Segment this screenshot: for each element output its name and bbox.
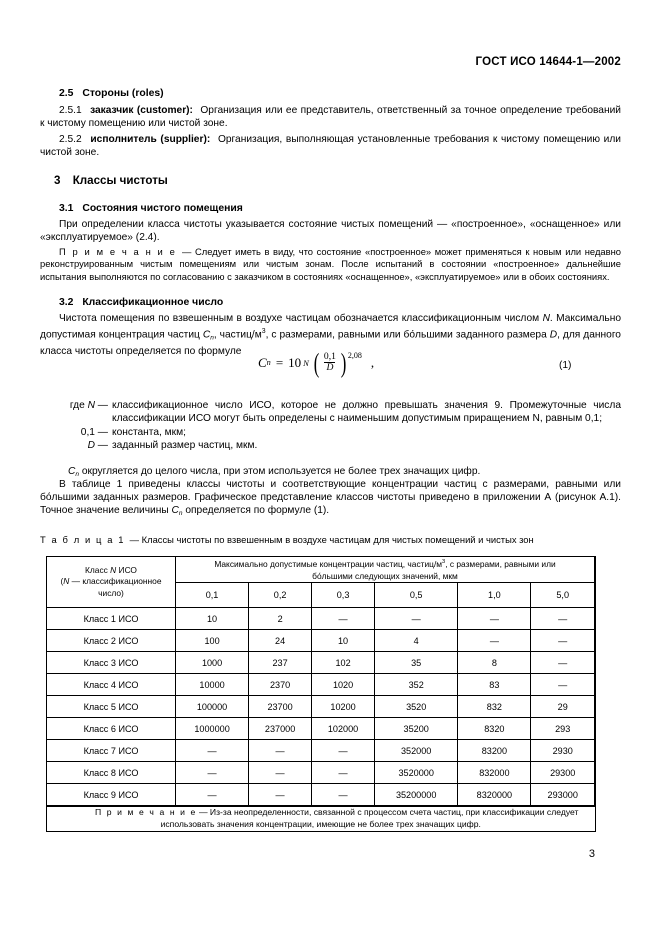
cn-var: C [68, 466, 76, 477]
formula-fraction [321, 352, 339, 374]
header-size-0-5: 0,5 [375, 583, 458, 608]
cell-value: — [312, 740, 375, 762]
definition-dash-D: — [94, 440, 108, 452]
document-header-title: ГОСТ ИСО 14644-1—2002 [475, 56, 621, 68]
cell-value: 35200000 [375, 784, 458, 807]
definition-term-const [40, 426, 112, 439]
cell-value: 8320 [458, 718, 531, 740]
section-3-1-title: Состояния чистого помещения [82, 203, 243, 214]
table-caption-text: — Классы чистоты по взвешенным в воздухе частицам для чистых помещений и чистых зон [129, 534, 534, 545]
section-3-1-number: 3.1 [59, 203, 74, 214]
definition-term-D [40, 439, 112, 452]
cell-value: 24 [249, 630, 312, 652]
table-note-text: — Из-за неопределенности, связанной с процессом счета частиц, при классификации следует использовать значения концентрации, имеющие не более трех значащих цифр. [160, 807, 579, 830]
s32-cubic-meter-exponent: 3 [261, 328, 266, 336]
cell-value: 10 [176, 608, 249, 630]
note-label: П р и м е ч а н и е [59, 246, 177, 257]
section-3-title: Классы чистоты [72, 174, 168, 187]
cell-value: — [176, 784, 249, 807]
cell-value: — [176, 762, 249, 784]
cell-value: 3520 [375, 696, 458, 718]
clause-2-5-1-body: Организация или ее представитель, ответственный за точное определение требований к чистому помещению или чистой зоне. [40, 105, 621, 130]
cell-value: 29300 [531, 762, 595, 784]
row-class-label: Класс 7 ИСО [47, 740, 176, 762]
formula-expression [258, 347, 375, 378]
cell-value: 8320000 [458, 784, 531, 807]
cell-value: 2930 [531, 740, 595, 762]
section-3-number: 3 [54, 174, 61, 187]
s32-var-N: N [542, 313, 550, 324]
table-row [47, 762, 596, 784]
header-size-0-1: 0,1 [176, 583, 249, 608]
page-number: 3 [588, 848, 595, 860]
s32-text-part-4: , с размерами, равными или бо́льшими заданного размера [265, 329, 550, 341]
row-class-label: Класс 6 ИСО [47, 718, 176, 740]
right-paren-icon: ) [340, 347, 347, 378]
header-class-symbol-N: N [110, 564, 117, 575]
clause-2-5-2-number: 2.5.2 [59, 134, 82, 145]
row-class-label: Класс 1 ИСО [47, 608, 176, 630]
cell-value: 4 [375, 630, 458, 652]
cell-value: 1000 [176, 652, 249, 674]
table-row [47, 718, 596, 740]
formula-trailing-comma: , [370, 354, 375, 370]
header-size-0-2: 0,2 [249, 583, 312, 608]
table-note-cell [47, 806, 596, 831]
table-ref-cn-sub: n [178, 510, 183, 518]
s32-text-part-3: , частиц/м [213, 329, 262, 341]
cell-value: 237000 [249, 718, 312, 740]
table-row [47, 674, 596, 696]
cell-value: — [312, 762, 375, 784]
header-concentration-column [176, 557, 596, 583]
cell-value: 100000 [176, 696, 249, 718]
definition-row-N [40, 399, 621, 425]
header-conc-line1: Максимально допустимые концентрации частиц, частиц/м [214, 558, 443, 569]
cell-value: 1020 [312, 674, 375, 696]
section-3-2-title: Классификационное число [82, 297, 224, 308]
table-ref-part-2: определяется по формуле (1). [182, 505, 330, 517]
cell-value: 3520000 [375, 762, 458, 784]
formula-exponent-N: N [303, 357, 309, 368]
table-row [47, 784, 596, 807]
table-note-paragraph [47, 807, 595, 831]
cell-value: 2370 [249, 674, 312, 696]
cell-value: 35 [375, 652, 458, 674]
section-3-1-heading [40, 203, 621, 214]
cell-value: 237 [249, 652, 312, 674]
header-class-desc-2: число) [98, 587, 124, 598]
header-class-column [47, 557, 176, 608]
cell-value: — [531, 630, 595, 652]
formula-fraction-numerator: 0,1 [323, 351, 336, 362]
cell-value: 1000000 [176, 718, 249, 740]
formula-block [40, 347, 621, 388]
cell-value: — [249, 740, 312, 762]
definition-row-const [40, 426, 621, 439]
section-3-heading [40, 174, 621, 187]
definition-desc-const: константа, мкм; [112, 427, 186, 439]
clause-2-5-2-term: исполнитель (supplier): [90, 134, 211, 145]
table-row [47, 608, 596, 630]
note-body: — Следует иметь в виду, что состояние «построенное» может применяться к новым или недавно реконструированным чистым помещениям или чистым зонам. После испытаний в состоянии «построенное» дальнейшие испытания выполняются по согласованию с заказчиком в состояниях «оснащенное», «эксплуатируемое» или в обоих состояниях. [40, 246, 621, 282]
cell-value: 83200 [458, 740, 531, 762]
section-3-1-body: При определении класса чистоты указывается состояние чистых помещений — «построенное», «оснащенное» или «эксплуатируемое» (2.4). [40, 219, 621, 244]
cell-value: 8 [458, 652, 531, 674]
header-class-symbol-N2: N [63, 576, 70, 587]
section-2-5-title: Стороны (roles) [82, 88, 164, 99]
header-conc-cubic-exponent: 3 [442, 559, 446, 565]
cn-rounding-text: округляется до целого числа, при этом используется не более трех значащих цифр. [78, 466, 481, 477]
s32-var-D: D [549, 329, 558, 341]
table-1-cleanroom-classes [46, 556, 596, 832]
cell-value: — [531, 608, 595, 630]
table-note-row [47, 806, 596, 831]
row-class-label: Класс 2 ИСО [47, 630, 176, 652]
definition-desc-D: заданный размер частиц, мкм. [112, 440, 258, 452]
cell-value: — [531, 674, 595, 696]
definition-row-D [40, 439, 621, 452]
formula-number: (1) [559, 360, 572, 371]
s32-var-Cn: C [202, 329, 211, 341]
cell-value: — [249, 762, 312, 784]
cell-value: 293000 [531, 784, 595, 807]
formula-base: 10 [288, 354, 302, 370]
definition-symbol-D: D [87, 440, 95, 452]
clause-2-5-1-term: заказчик (customer): [90, 105, 193, 116]
cell-value: 23700 [249, 696, 312, 718]
header-conc-line2: бо́льшими следующих значений, мкм [312, 570, 458, 581]
section-2-5-heading [40, 88, 621, 99]
header-class-iso: ИСО [116, 564, 137, 575]
s32-text-part-1: Чистота помещения по взвешенным в воздухе частицам обозначается классификационным числом [59, 313, 543, 324]
definition-desc-N: классификационное число ИСО, которое не должно превышать значения 9. Промежуточные числа классификации ИСО могут быть определены с наименьшим допустимым приращением N, равным 0,1; [112, 400, 621, 425]
formula-equals: = [275, 354, 284, 370]
cell-value: 35200 [375, 718, 458, 740]
definition-symbol-N: N [87, 400, 95, 411]
row-class-label: Класс 4 ИСО [47, 674, 176, 696]
definition-term-N [40, 399, 112, 425]
table-row [47, 696, 596, 718]
cell-value: 100 [176, 630, 249, 652]
formula-definitions [40, 399, 621, 452]
cell-value: 83 [458, 674, 531, 696]
note-after-3-1 [40, 246, 621, 283]
s32-text-part-2: . Максимально допустимая концентрация частиц [40, 313, 621, 341]
definition-dash-const: — [94, 427, 108, 439]
cell-value: 102 [312, 652, 375, 674]
table-1-caption [40, 534, 534, 545]
section-3-2-heading [40, 297, 621, 308]
header-class-open-paren: ( [60, 576, 64, 587]
s32-text-part-5: , для данного класса чистоты определяется по формуле [40, 329, 621, 357]
formula-power: 2,08 [347, 351, 362, 361]
cell-value: 102000 [312, 718, 375, 740]
definition-dash-N: — [94, 400, 108, 411]
table-note-label: П р и м е ч а н и е [95, 807, 197, 818]
definition-symbol-const: 0,1 [80, 427, 95, 439]
cell-value: 2 [249, 608, 312, 630]
header-size-1-0: 1,0 [458, 583, 531, 608]
table-head [47, 557, 596, 608]
cell-value: 10 [312, 630, 375, 652]
cell-value: — [458, 608, 531, 630]
clause-2-5-1 [40, 104, 621, 130]
cell-value: 832000 [458, 762, 531, 784]
clause-2-5-2-body: Организация, выполняющая установленные требования к чистому помещению или чистой зоне. [40, 134, 621, 159]
table-row [47, 630, 596, 652]
cell-value: — [312, 784, 375, 807]
table-ref-cn: C [171, 505, 179, 517]
cell-value: 10000 [176, 674, 249, 696]
formula-parenthesized-fraction [312, 347, 362, 378]
page-content [40, 0, 621, 936]
cell-value: — [458, 630, 531, 652]
header-class-word: Класс [85, 564, 111, 575]
table-ref-part-1: В таблице 1 приведены классы чистоты и соответствующие концентрации частиц с размерами, равными или бо́льшими заданных размеров. Графическое представление классов чистоты приведено в приложении А (рисунок А.1). Точное значение величины [40, 479, 621, 517]
header-size-5-0: 5,0 [531, 583, 595, 608]
table-body [47, 608, 596, 832]
table-caption-label: Т а б л и ц а 1 [40, 534, 126, 545]
cell-value: — [176, 740, 249, 762]
cn-var-sub: n [75, 471, 79, 479]
clause-2-5-1-number: 2.5.1 [59, 105, 82, 116]
row-class-label: Класс 5 ИСО [47, 696, 176, 718]
cell-value: — [249, 784, 312, 807]
header-conc-line1b: , с размерами, равными или [445, 558, 556, 569]
row-class-label: Класс 8 ИСО [47, 762, 176, 784]
paragraph-table-reference [40, 478, 621, 520]
section-3-2-number: 3.2 [59, 297, 74, 308]
formula-lhs-sub: n [266, 358, 271, 368]
cell-value: — [375, 608, 458, 630]
cell-value: 352000 [375, 740, 458, 762]
cell-value: 29 [531, 696, 595, 718]
table-header-row-main [47, 557, 596, 583]
section-2-5-number: 2.5 [59, 88, 74, 99]
row-class-label: Класс 3 ИСО [47, 652, 176, 674]
cell-value: 293 [531, 718, 595, 740]
cell-value: 352 [375, 674, 458, 696]
cell-value: 10200 [312, 696, 375, 718]
row-class-label: Класс 9 ИСО [47, 784, 176, 807]
formula-lhs-var: C [258, 354, 267, 370]
s32-var-Cn-sub: n [210, 334, 214, 342]
header-class-desc: — классификационное [69, 576, 162, 587]
clause-2-5-2 [40, 133, 621, 159]
cell-value: — [531, 652, 595, 674]
header-size-0-3: 0,3 [312, 583, 375, 608]
left-paren-icon: ( [313, 347, 320, 378]
formula-fraction-denominator: D [326, 362, 334, 374]
table-row [47, 652, 596, 674]
definition-lead-gde: где [69, 400, 88, 411]
cell-value: — [312, 608, 375, 630]
cell-value: 832 [458, 696, 531, 718]
table-row [47, 740, 596, 762]
